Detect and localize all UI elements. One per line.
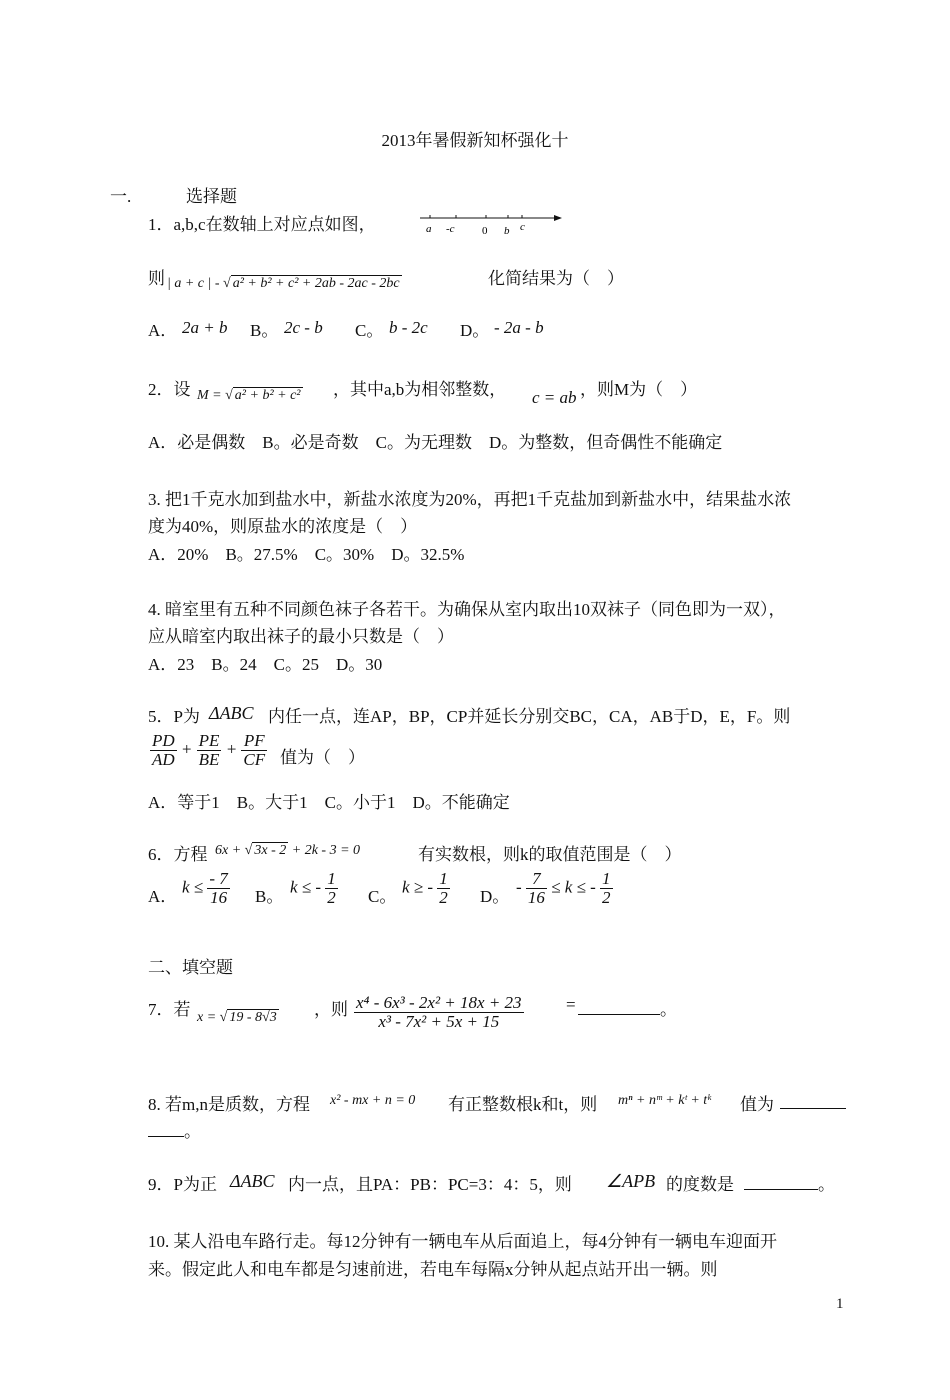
page-title: 2013年暑假新知杯强化十 xyxy=(381,131,569,150)
q10-line2: 来。假定此人和电车都是匀速前进，若电车每隔x分钟从起点站开出一辆。则 xyxy=(148,1260,718,1279)
q5-prefix: 5．P为 xyxy=(148,707,200,726)
nl-label-c: c xyxy=(520,221,525,233)
q5-options: A．等于1 B。大于1 C。小于1 D。不能确定 xyxy=(148,793,510,812)
section-title: 选择题 xyxy=(186,187,237,206)
q6-option-c-label: C。 xyxy=(368,887,397,906)
q4-line1: 4. 暗室里有五种不同颜色袜子各若干。为确保从室内取出10双袜子（同色即为一双）， xyxy=(148,600,786,619)
q8-answer-blank-part2[interactable] xyxy=(148,1118,184,1137)
q7-fraction: $\frac{\text{x⁴ - 6x³ - 2x² + 18x + 23}}{\text{x³ - 7x² + 5x + 15}}$ xyxy=(356,993,522,1031)
q8-answer-blank-part1[interactable] xyxy=(780,1090,846,1109)
q10-line1: 10. 某人沿电车路行走。每12分钟有一辆电车从后面追上，每4分钟有一辆电车迎面开 xyxy=(148,1232,777,1251)
nl-label-zero: 0 xyxy=(482,225,488,236)
q5-triangle: ΔABC xyxy=(209,703,254,723)
q1-ask: 化简结果为（ ） xyxy=(488,269,624,288)
q1-then: 则 xyxy=(148,269,165,288)
q2-expression: M = √ a² + b² + c² xyxy=(197,388,301,403)
q6-option-d: - $\frac{7}{16}$ ≤ k ≤ - $\frac{1}{2}$ xyxy=(516,869,611,907)
q2-c-expression: c = ab xyxy=(532,388,577,407)
q6-suffix: 有实数根，则k的取值范围是（ ） xyxy=(418,845,682,864)
q8-expression: mⁿ + nᵐ + kᵗ + tᵏ xyxy=(618,1093,712,1108)
q1-option-d: - 2a - b xyxy=(494,318,544,337)
section-number: 一. xyxy=(110,187,132,206)
q5-fraction-sum: $\frac{PD}{AD}$ + $\frac{PE}{BE}$ + $\frac{PF}{CF}$ xyxy=(152,731,266,769)
q5-line1: 内任一点，连AP，BP，CP并延长分别交BC，CA，AB于D，E，F。则 xyxy=(268,707,791,726)
q9-end: 。 xyxy=(818,1175,835,1194)
q6-option-d-label: D。 xyxy=(480,887,510,906)
nl-label-a: a xyxy=(426,223,432,235)
page-number: 1 xyxy=(836,1296,844,1312)
q4-options: A．23 B。24 C。25 D。30 xyxy=(148,655,383,674)
q7-end: 。 xyxy=(660,1000,677,1019)
q7-answer-blank[interactable] xyxy=(578,996,660,1015)
q6-option-a: k ≤ $\frac{- 7}{16}$ xyxy=(182,869,228,907)
q8-equation: x² - mx + n = 0 xyxy=(330,1093,416,1108)
q1-option-c-label: C。 xyxy=(355,321,384,340)
q9-suffix: 的度数是 xyxy=(666,1175,734,1194)
q6-option-a-label: A． xyxy=(148,887,178,906)
q1-option-c: b - 2c xyxy=(389,318,428,337)
q9-angle: ∠APB xyxy=(606,1171,656,1191)
q1-option-a-label: A． xyxy=(148,321,178,340)
nl-label-neg-c: -c xyxy=(446,223,455,235)
q3-line1: 3. 把1千克水加到盐水中，新盐水浓度为20%，再把1千克盐加到新盐水中，结果盐水浓 xyxy=(148,490,792,509)
section2-title: 二、填空题 xyxy=(148,958,233,977)
q9-answer-blank[interactable] xyxy=(744,1171,818,1190)
q8-end: 。 xyxy=(184,1122,201,1141)
number-line-figure xyxy=(416,208,566,236)
q7-x-expression: x = √ 19 - 8√3 xyxy=(197,1010,277,1025)
q7-prefix: 7．若 xyxy=(148,1000,191,1019)
q6-equation: 6x + √ 3x - 2 + 2k - 3 = 0 xyxy=(215,843,361,858)
q9-triangle: ΔABC xyxy=(230,1171,275,1191)
q1-option-a: 2a + b xyxy=(182,318,228,337)
q6-option-b: k ≤ - $\frac{1}{2}$ xyxy=(290,869,336,907)
q6-prefix: 6．方程 xyxy=(148,845,208,864)
q7-middle: ，则 xyxy=(314,1000,348,1019)
q8-prefix: 8. 若m,n是质数，方程 xyxy=(148,1095,310,1114)
q1-expression: | a + c | - √ a² + b² + c² + 2ab - 2ac - 2bc xyxy=(167,276,400,291)
q3-options: A．20% B。27.5% C。30% D。32.5% xyxy=(148,545,465,564)
q2-suffix: ，则M为（ ） xyxy=(580,380,698,399)
q1-option-b-label: B。 xyxy=(250,321,279,340)
q9-middle: 内一点，且PA：PB：PC=3：4：5，则 xyxy=(288,1175,572,1194)
q1-stem: 1．a,b,c在数轴上对应点如图， xyxy=(148,215,376,234)
q2-middle: ，其中a,b为相邻整数， xyxy=(333,380,507,399)
nl-label-b: b xyxy=(504,225,510,236)
q9-prefix: 9．P为正 xyxy=(148,1175,217,1194)
q4-line2: 应从暗室内取出袜子的最小只数是（ ） xyxy=(148,627,454,646)
q7-equals: = xyxy=(566,995,576,1014)
q8-suffix: 值为 xyxy=(740,1095,774,1114)
q6-option-b-label: B。 xyxy=(255,887,284,906)
q2-prefix: 2．设 xyxy=(148,380,191,399)
q1-option-d-label: D。 xyxy=(460,321,490,340)
q2-options: A．必是偶数 B。必是奇数 C。为无理数 D。为整数，但奇偶性不能确定 xyxy=(148,433,723,452)
q6-option-c: k ≥ - $\frac{1}{2}$ xyxy=(402,869,448,907)
q8-middle: 有正整数根k和t，则 xyxy=(448,1095,598,1114)
q3-line2: 度为40%，则原盐水的浓度是（ ） xyxy=(148,517,418,536)
q1-option-b: 2c - b xyxy=(284,318,323,337)
q5-ask: 值为（ ） xyxy=(280,748,365,767)
